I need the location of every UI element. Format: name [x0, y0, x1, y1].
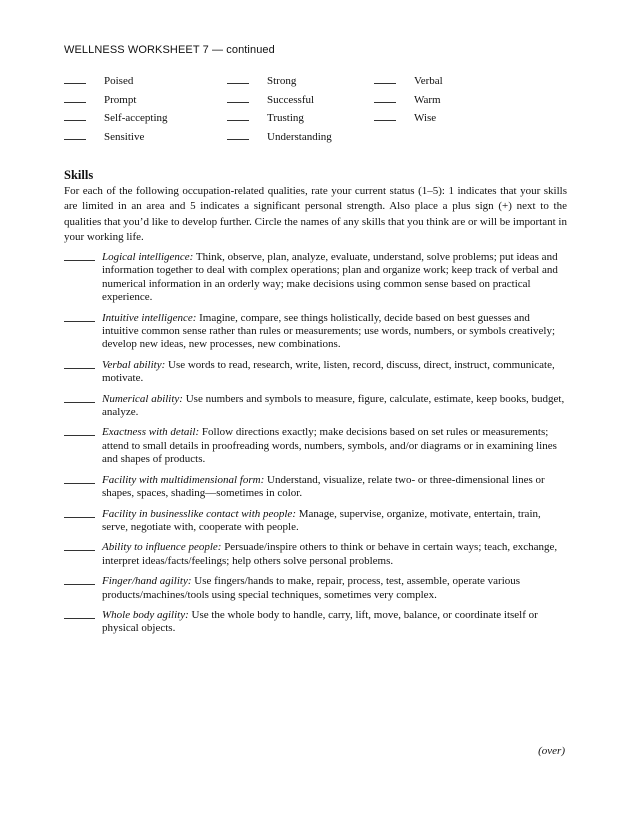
skill-item [64, 575, 567, 602]
quality-item [374, 91, 441, 106]
skill-description: Understand, visualize, relate two- or three-dimensional lines or shapes, spaces, shading—sometimes in color. [102, 473, 545, 500]
quality-label: Understanding [267, 130, 332, 143]
skills-heading: Skills [64, 168, 94, 182]
quality-label: Trusting [267, 112, 304, 125]
rating-blank[interactable] [64, 517, 95, 518]
rating-blank[interactable] [64, 260, 95, 261]
rating-blank[interactable] [374, 109, 396, 121]
skill-item [64, 541, 567, 568]
skill-item [64, 393, 567, 420]
skills-list [64, 251, 567, 643]
quality-label: Prompt [104, 93, 137, 106]
rating-blank[interactable] [64, 584, 95, 585]
qualities-row [64, 91, 584, 110]
qualities-row [64, 109, 584, 128]
rating-blank[interactable] [374, 91, 396, 103]
skill-item [64, 474, 567, 501]
quality-item [64, 72, 133, 87]
rating-blank[interactable] [227, 109, 249, 121]
rating-blank[interactable] [64, 550, 95, 551]
quality-label: Poised [104, 75, 134, 87]
quality-item [227, 91, 314, 106]
qualities-grid [64, 72, 584, 146]
quality-label: Strong [267, 75, 297, 87]
skill-item [64, 426, 567, 466]
rating-blank[interactable] [64, 91, 86, 103]
rating-blank[interactable] [64, 483, 95, 484]
rating-blank[interactable] [64, 618, 95, 619]
skill-description: Use fingers/hands to make, repair, process, test, assemble, operate various products/machines/tools using special techniques, sometimes very complex. [102, 575, 521, 601]
skill-description: Imagine, compare, see things holistically, decide based on best guesses and intuitive common sense rather than rules or measurements; use words, numbers, or symbols creatively; develop new ideas, new processes, new combinations. [102, 311, 556, 351]
skill-description: Use numbers and symbols to measure, figure, calculate, estimate, keep books, budget, analyze. [102, 392, 565, 419]
skill-name: Exactness with detail: [102, 426, 200, 439]
quality-item [227, 72, 296, 87]
skill-description: Use the whole body to handle, carry, lift, move, balance, or coordinate itself or physical objects. [102, 608, 538, 635]
skill-description: Persuade/inspire others to think or behave in certain ways; teach, exchange, interpret ideas/facts/feelings; help others solve personal problems. [102, 541, 558, 567]
skill-description: Use words to read, research, write, listen, record, discuss, direct, instruct, communicate, motivate. [102, 358, 555, 385]
quality-item [64, 109, 168, 124]
skill-item [64, 609, 567, 636]
rating-blank[interactable] [227, 72, 249, 84]
skill-description: Think, observe, plan, analyze, evaluate, understand, solve problems; put ideas and information together to deal with complex operations; plan and organize work; keep track of verbal and numerical information in an orderly way; make decisions using common sense based on practical experience. [102, 251, 558, 304]
rating-blank[interactable] [227, 128, 249, 140]
skill-name: Logical intelligence: [102, 251, 194, 263]
skill-description: Manage, supervise, organize, motivate, entertain, train, serve, negotiate with, cooperate with people. [102, 507, 541, 533]
quality-label: Warm [414, 93, 441, 106]
skill-name: Finger/hand agility: [102, 575, 192, 588]
over-note: (over) [538, 745, 565, 757]
quality-item [374, 72, 443, 87]
quality-item [374, 109, 436, 124]
skill-item [64, 508, 567, 535]
skill-name: Whole body agility: [102, 608, 189, 621]
skill-item [64, 359, 567, 386]
rating-blank[interactable] [64, 72, 86, 84]
qualities-row [64, 72, 584, 91]
rating-blank[interactable] [227, 91, 249, 103]
skills-instructions: For each of the following occupation-related qualities, rate your current status (1–5): 1 indicates that your skills are limited in an area and 5 indicates a significant personal strength. Also place a plus sign (+) next to the qualities that you’d like to develop further. Circle the names of any skills that you think are or will be important in your working life. [64, 185, 567, 244]
rating-blank[interactable] [64, 321, 95, 322]
skill-description: Follow directions exactly; make decisions based on set rules or measurements; attend to small details in proofreading words, numbers, symbols, and/or diagrams or in examining lines and shapes of products. [102, 426, 557, 466]
quality-label: Verbal [414, 75, 443, 87]
rating-blank[interactable] [64, 435, 95, 436]
skill-item [64, 312, 567, 352]
skill-name: Ability to influence people: [102, 541, 222, 554]
quality-label: Wise [414, 112, 437, 125]
rating-blank[interactable] [64, 128, 86, 140]
skill-item [64, 251, 567, 305]
rating-blank[interactable] [374, 72, 396, 84]
skill-name: Facility in businesslike contact with people: [102, 507, 296, 520]
quality-label: Sensitive [104, 130, 145, 143]
quality-item [64, 128, 144, 143]
rating-blank[interactable] [64, 368, 95, 369]
quality-label: Successful [267, 93, 315, 106]
quality-item [227, 128, 332, 143]
skill-name: Verbal ability: [102, 358, 166, 371]
skill-name: Intuitive intelligence: [102, 311, 197, 324]
rating-blank[interactable] [64, 109, 86, 121]
qualities-row [64, 128, 584, 147]
rating-blank[interactable] [64, 402, 95, 403]
quality-item [227, 109, 304, 124]
page-header: WELLNESS WORKSHEET 7 — continued [64, 44, 275, 56]
quality-label: Self-accepting [104, 112, 168, 125]
skill-name: Numerical ability: [102, 392, 183, 405]
skill-name: Facility with multidimensional form: [102, 473, 265, 486]
quality-item [64, 91, 136, 106]
